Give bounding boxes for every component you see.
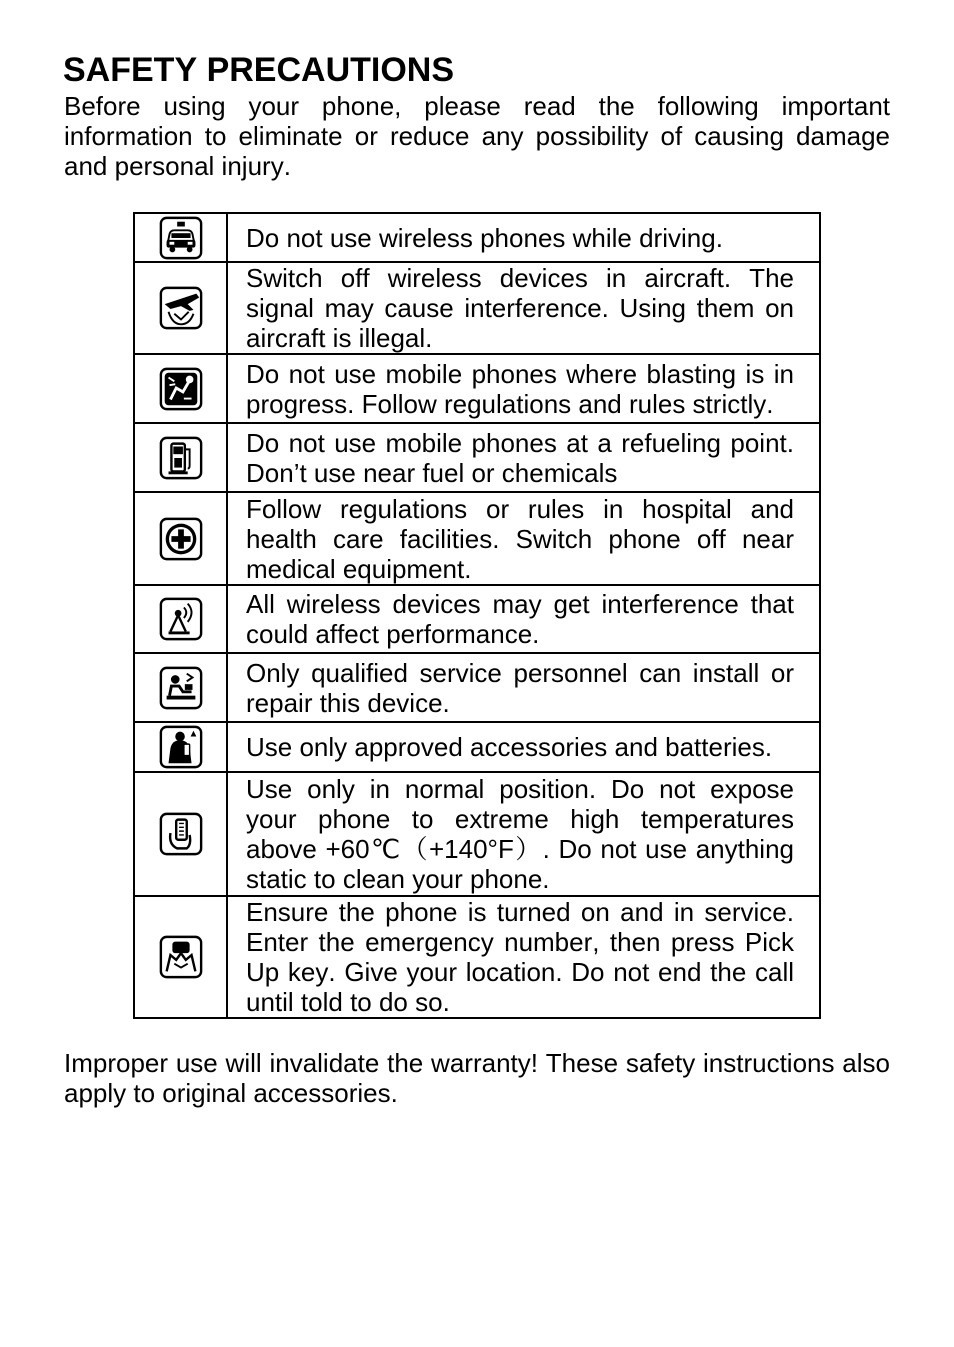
icon-cell (135, 493, 228, 584)
icon-cell (135, 586, 228, 652)
table-row (135, 897, 819, 1017)
icon-cell (135, 214, 228, 261)
icon-cell (135, 897, 228, 1017)
table-row (135, 773, 819, 897)
text-cell (228, 424, 819, 491)
icon-cell (135, 773, 228, 895)
precaution-text: Switch off wireless devices in aircraft. The signal may cause interference. Using them on aircraft is illegal. (246, 263, 794, 353)
airplane-icon (158, 285, 204, 331)
text-cell (228, 773, 819, 895)
page-title: SAFETY PRECAUTIONS (63, 51, 455, 89)
precaution-text: Ensure the phone is turned on and in service. Enter the emergency number, then press Pick Up key. Give your location. Do not end the call until told to do so. (246, 897, 794, 1017)
emergency-call-icon (158, 934, 204, 980)
text-cell (228, 493, 819, 584)
table-row (135, 214, 819, 263)
text-cell (228, 654, 819, 721)
service-technician-icon (158, 665, 204, 711)
accessories-battery-icon (158, 724, 204, 770)
precautions-table (133, 212, 821, 1019)
precaution-text: Use only approved accessories and batteries. (246, 732, 773, 762)
table-row (135, 723, 819, 773)
warranty-note: Improper use will invalidate the warranty! These safety instructions also apply to original accessories. (64, 1048, 890, 1108)
medical-cross-icon (158, 516, 204, 562)
interference-icon (158, 596, 204, 642)
phone-handling-icon (158, 811, 204, 857)
blasting-icon (158, 366, 204, 412)
text-cell (228, 355, 819, 422)
precaution-text: Follow regulations or rules in hospital and health care facilities. Switch phone off near medical equipment. (246, 493, 794, 584)
precaution-text: Do not use mobile phones where blasting is in progress. Follow regulations and rules strictly. (246, 358, 794, 419)
text-cell (228, 586, 819, 652)
icon-cell (135, 654, 228, 721)
icon-cell (135, 355, 228, 422)
table-row (135, 424, 819, 493)
precaution-text: All wireless devices may get interference that could affect performance. (246, 589, 794, 649)
precaution-text: Do not use mobile phones at a refueling point. Don’t use near fuel or chemicals (246, 427, 794, 488)
icon-cell (135, 424, 228, 491)
icon-cell (135, 723, 228, 771)
precaution-text: Use only in normal position. Do not expose your phone to extreme high temperatures above +60℃（+140°F）. Do not use anything static to clean your phone. (246, 774, 794, 894)
text-cell (228, 897, 819, 1017)
table-row (135, 493, 819, 586)
text-cell (228, 214, 819, 261)
text-cell (228, 263, 819, 353)
table-row (135, 586, 819, 654)
table-row (135, 654, 819, 723)
table-row (135, 263, 819, 355)
intro-paragraph: Before using your phone, please read the following important information to eliminate or reduce any possibility of causing damage and personal injury. (64, 91, 890, 181)
icon-cell (135, 263, 228, 353)
fuel-pump-icon (158, 435, 204, 481)
car-icon (158, 215, 204, 261)
precaution-text: Do not use wireless phones while driving. (246, 222, 723, 253)
text-cell (228, 723, 819, 771)
precaution-text: Only qualified service personnel can install or repair this device. (246, 657, 794, 718)
table-row (135, 355, 819, 424)
